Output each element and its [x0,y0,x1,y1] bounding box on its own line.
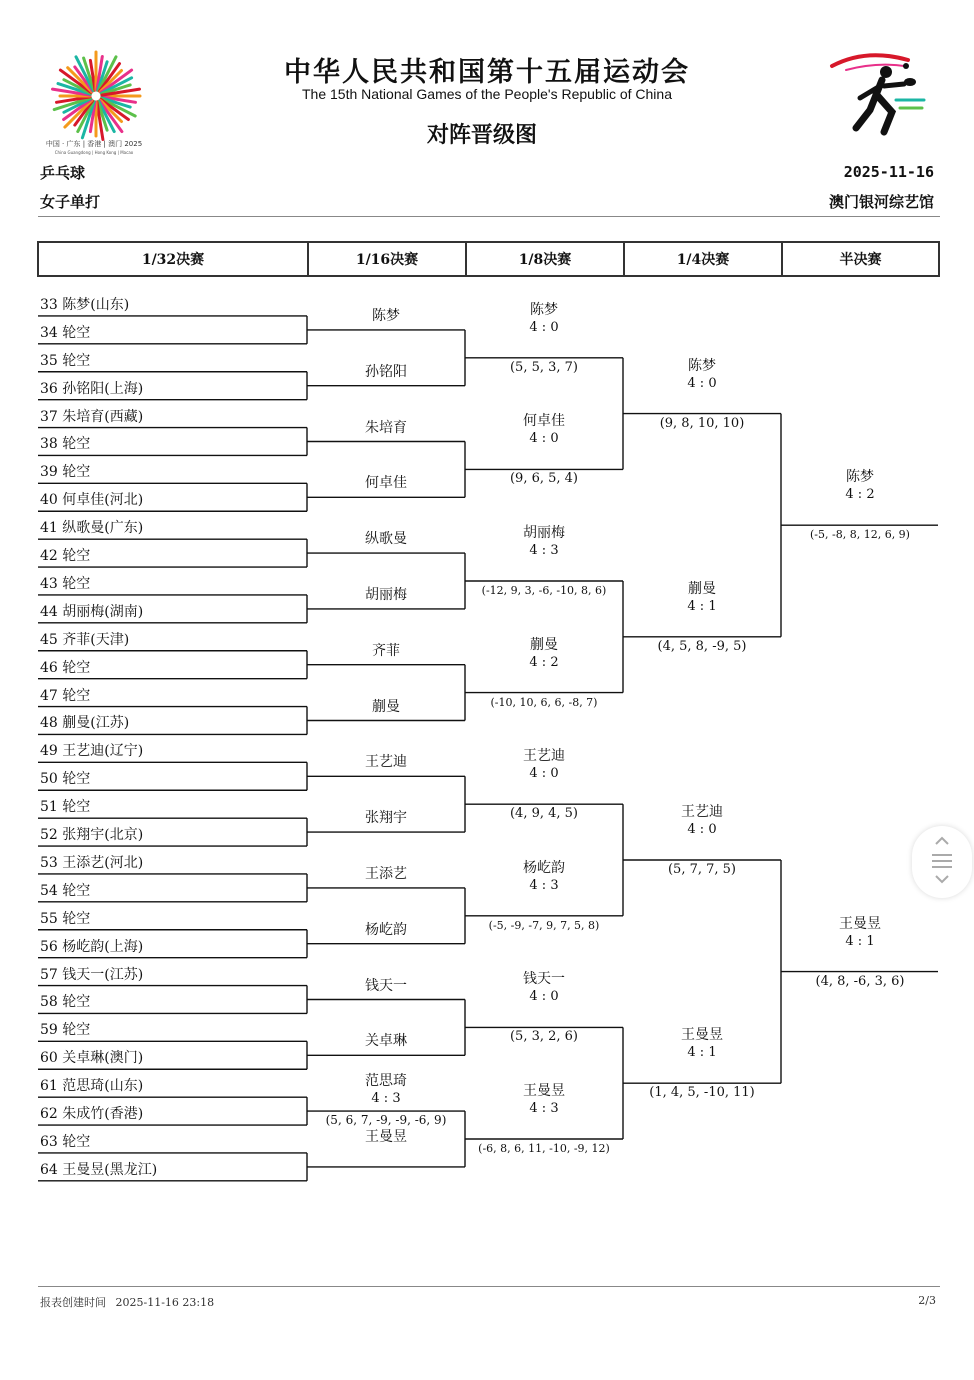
entry-48: 48 蒯曼(江苏) [40,715,130,732]
r16-winner-11: 杨屹韵 [365,921,407,938]
sf-sets-1: (4, 8, -6, 3, 6) [815,973,905,989]
entry-33: 33 陈梦(山东) [40,296,130,313]
qf-score-1: 4 : 1 [687,598,717,614]
column-header-r32: 1/32决赛 [37,241,309,277]
r16-winner-6: 齐菲 [372,642,400,659]
r16-winner-0: 陈梦 [372,307,400,324]
sf-winner-0: 陈梦 [846,469,874,486]
entry-43: 43 轮空 [40,575,91,592]
r16-winner-14: 范思琦 [365,1073,407,1090]
footer-divider [38,1286,940,1287]
r8-score-6: 4 : 0 [529,989,559,1005]
r16-winner-9: 张翔宇 [365,810,407,827]
games-title-en: The 15th National Games of the People's Republic of China [301,86,672,102]
entry-60: 60 关卓琳(澳门) [40,1050,144,1067]
r8-sets-4: (4, 9, 4, 5) [509,806,579,822]
r8-score-1: 4 : 0 [529,431,559,447]
qf-sets-1: (4, 5, 8, -9, 5) [657,638,747,654]
r16-winner-15-alt: 王曼昱 [365,1129,407,1146]
qf-sets-0: (9, 8, 10, 10) [659,415,745,431]
sport-label: 乒乓球 [40,164,86,182]
created-value: 2025-11-16 23:18 [115,1296,215,1309]
r8-score-4: 4 : 0 [529,766,559,782]
column-header-qf: 1/4决赛 [623,241,783,277]
entry-59: 59 轮空 [40,1022,91,1039]
qf-winner-3: 王曼昱 [681,1027,723,1044]
entry-41: 41 纵歌曼(广东) [40,520,144,537]
r8-sets-2: (-12, 9, 3, -6, -10, 8, 6) [481,584,607,597]
r8-score-7: 4 : 3 [529,1101,559,1116]
r16-winner-13: 关卓琳 [365,1033,407,1050]
r16-winner-3: 何卓佳 [365,475,407,492]
entry-42: 42 轮空 [40,548,91,565]
qf-winner-2: 王艺迪 [681,804,723,820]
r8-winner-3: 蒯曼 [530,636,558,653]
r16-winner-7: 蒯曼 [372,698,400,715]
created-time [40,1294,214,1310]
r16-winner-10: 王添艺 [365,865,407,882]
venue-label: 澳门银河综艺馆 [828,193,934,211]
entry-54: 54 轮空 [40,882,91,899]
r16-winner-5: 胡丽梅 [365,586,407,603]
r16-score-14: 4 : 3 [371,1091,401,1107]
qf-score-0: 4 : 0 [687,375,717,391]
entry-45: 45 齐菲(天津) [40,631,130,648]
r8-sets-5: (-5, -9, -7, 9, 7, 5, 8) [488,918,600,932]
entry-37: 37 朱培育(西藏) [40,408,144,425]
entry-55: 55 轮空 [40,910,91,927]
entry-56: 56 杨屹韵(上海) [40,938,144,955]
sf-winner-1: 王曼昱 [839,915,881,932]
qf-winner-0: 陈梦 [688,357,716,374]
r8-winner-2: 胡丽梅 [523,525,565,541]
entry-52: 52 张翔宇(北京) [40,827,144,844]
r8-score-0: 4 : 0 [529,319,559,335]
qf-sets-2: (5, 7, 7, 5) [667,862,737,877]
column-header-sf: 半决赛 [781,241,940,277]
entry-61: 61 范思琦(山东) [40,1078,144,1095]
entry-63: 63 轮空 [40,1133,91,1150]
r8-winner-4: 王艺迪 [523,748,565,765]
entry-64: 64 王曼昱(黑龙江) [40,1161,158,1178]
entry-40: 40 何卓佳(河北) [40,492,144,509]
r8-sets-7: (-6, 8, 6, 11, -10, -9, 12) [478,1142,610,1155]
entry-62: 62 朱成竹(香港) [40,1106,144,1123]
document-title: 对阵晋级图 [426,123,537,148]
entry-34: 34 轮空 [40,324,91,341]
r16-winner-12: 钱天一 [365,977,407,994]
entry-51: 51 轮空 [40,799,91,816]
r8-winner-5: 杨屹韵 [523,859,565,876]
logo-caption: 中国 · 广东 | 香港 | 澳门 2025 [45,140,143,148]
r16-sets-14: (5, 6, 7, -9, -9, -6, 9) [325,1113,447,1128]
qf-sets-3: (1, 4, 5, -10, 11) [649,1085,755,1101]
r8-sets-3: (-10, 10, 6, 6, -8, 7) [490,695,598,709]
r16-winner-1: 孙铭阳 [365,363,407,380]
games-title-cn: 中华人民共和国第十五届运动会 [284,57,690,88]
event-label: 女子单打 [40,193,101,211]
event-date: 2025-11-16 [843,163,934,181]
entry-46: 46 轮空 [40,659,91,676]
page-number: 2/3 [918,1294,936,1307]
r8-score-2: 4 : 3 [529,543,559,558]
r8-winner-7: 王曼昱 [523,1083,565,1099]
qf-score-2: 4 : 0 [687,822,717,837]
sf-sets-0: (-5, -8, 8, 12, 6, 9) [810,528,910,542]
qf-winner-1: 蒯曼 [688,580,716,597]
entry-58: 58 轮空 [40,994,91,1011]
r8-winner-6: 钱天一 [523,971,565,988]
r16-winner-4: 纵歌曼 [365,531,407,548]
column-header-r16: 1/16决赛 [307,241,467,277]
sf-score-1: 4 : 1 [845,933,875,949]
entry-38: 38 轮空 [40,436,91,453]
r8-score-5: 4 : 3 [529,877,559,893]
r8-winner-0: 陈梦 [530,301,558,318]
entry-57: 57 钱天一(江苏) [40,966,144,983]
r8-sets-6: (5, 3, 2, 6) [509,1029,579,1045]
r16-winner-8: 王艺迪 [365,754,407,771]
entry-49: 49 王艺迪(辽宁) [40,743,144,760]
entry-47: 47 轮空 [40,687,91,704]
r8-score-3: 4 : 2 [529,654,559,670]
entry-50: 50 轮空 [40,771,91,788]
logo-caption-en: China Guangdong | Hong Kong | Macao [54,150,134,155]
r16-winner-2: 朱培育 [365,419,407,436]
entry-35: 35 轮空 [40,352,91,369]
column-header-r8: 1/8决赛 [465,241,625,277]
created-label: 报表创建时间 [40,1296,106,1309]
scroll-handle[interactable] [912,826,972,898]
sf-score-0: 4 : 2 [845,487,875,503]
r8-sets-1: (9, 6, 5, 4) [509,471,579,487]
entry-36: 36 孙铭阳(上海) [40,380,144,397]
r8-winner-1: 何卓佳 [523,413,565,430]
r8-sets-0: (5, 5, 3, 7) [509,359,579,375]
entry-53: 53 王添艺(河北) [40,854,144,871]
entry-44: 44 胡丽梅(湖南) [40,603,144,620]
entry-39: 39 轮空 [40,464,91,481]
qf-score-3: 4 : 1 [687,1045,717,1061]
